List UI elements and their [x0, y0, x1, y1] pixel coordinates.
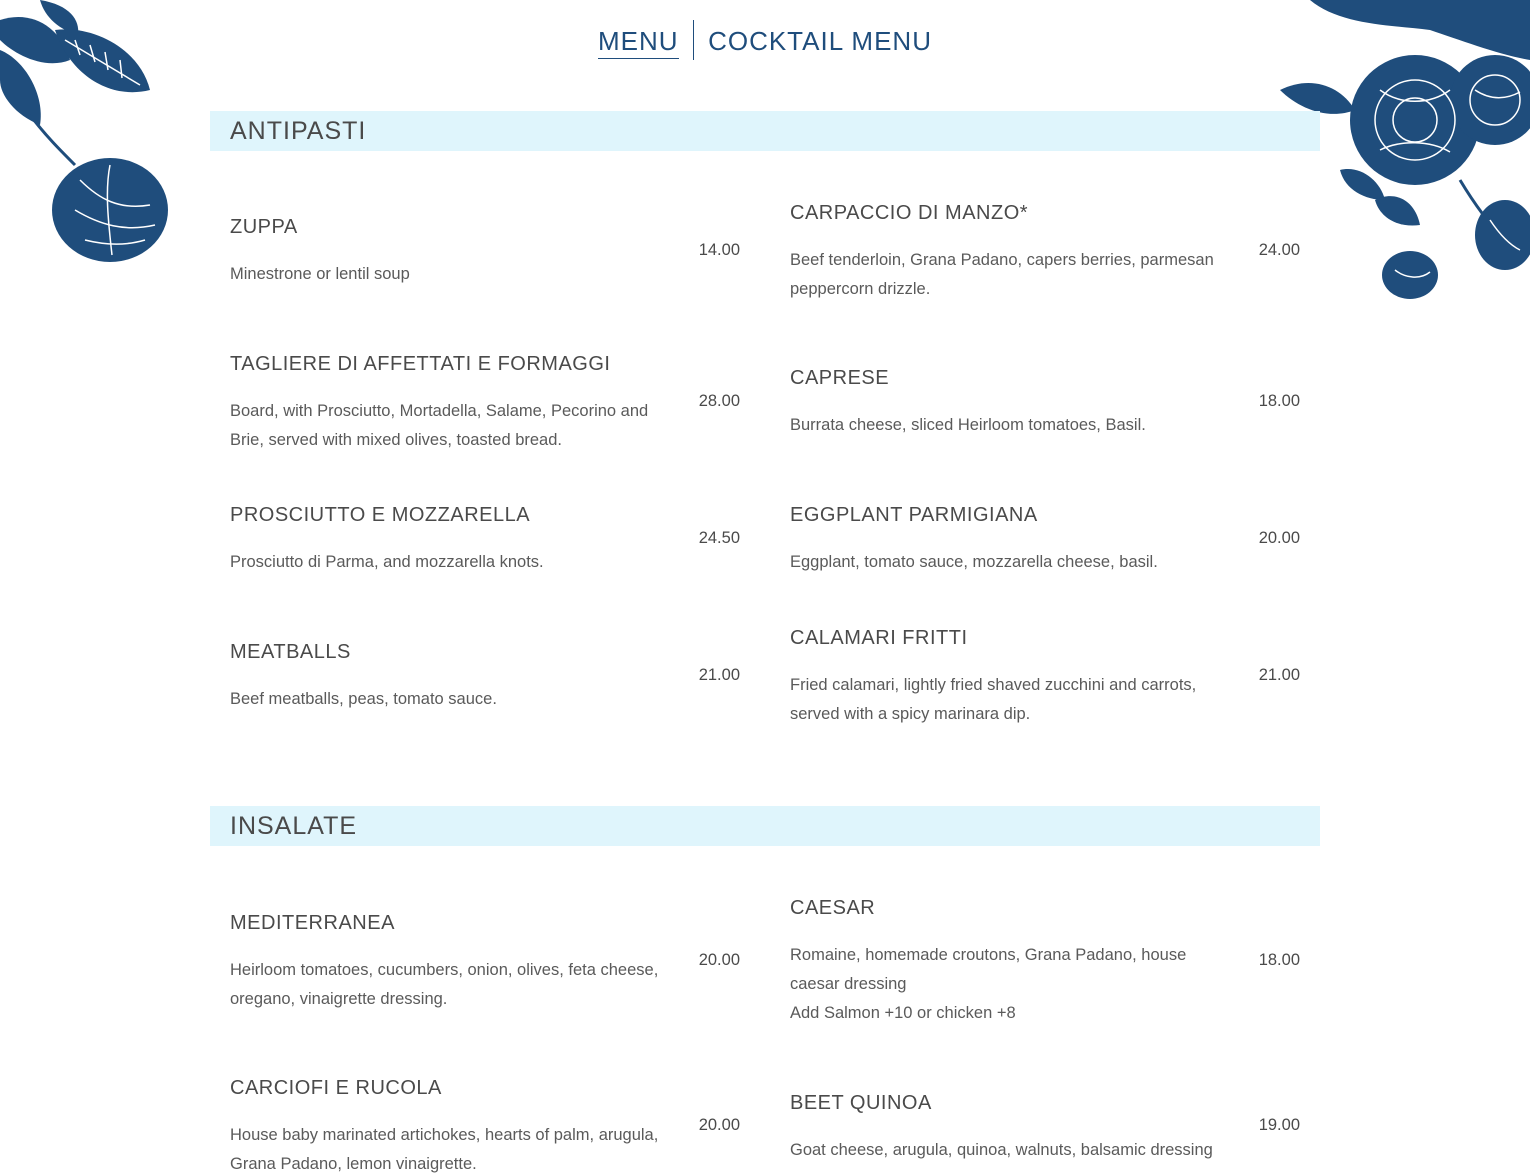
menu-item-prosciutto-e-mozzarella	[230, 502, 670, 577]
item-name: MEDITERRANEA	[230, 912, 395, 934]
item-name: CARCIOFI E RUCOLA	[230, 1077, 442, 1099]
item-name: CALAMARI FRITTI	[790, 627, 968, 649]
tab-menu[interactable]: MENU	[598, 22, 679, 59]
section-header-insalate	[210, 806, 1320, 846]
item-price: 24.50	[698, 529, 740, 547]
nav-divider	[693, 20, 695, 60]
item-description: Burrata cheese, sliced Heirloom tomatoes, Basil.	[790, 416, 1146, 434]
menu-item-carciofi-e-rucola	[230, 1075, 670, 1176]
item-price: 21.00	[1258, 666, 1300, 684]
menu-item-eggplant-parmigiana	[790, 502, 1230, 577]
item-name: PROSCIUTTO E MOZZARELLA	[230, 504, 531, 526]
item-name: CAESAR	[790, 897, 876, 919]
item-description-addon: Add Salmon +10 or chicken +8	[790, 1004, 1016, 1022]
item-description: Board, with Prosciutto, Mortadella, Salame, Pecorino and Brie, served with mixed olives, toasted bread.	[230, 402, 649, 449]
section-header-antipasti	[210, 111, 1320, 151]
menu-item-caprese	[790, 365, 1230, 440]
item-price: 20.00	[698, 1116, 740, 1134]
item-price: 14.00	[698, 241, 740, 259]
item-price: 24.00	[1258, 241, 1300, 259]
item-description: Fried calamari, lightly fried shaved zucchini and carrots, served with a spicy marinara dip.	[790, 676, 1197, 723]
item-price: 20.00	[698, 951, 740, 969]
item-price: 18.00	[1258, 951, 1300, 969]
item-description: Goat cheese, arugula, quinoa, walnuts, balsamic dressing	[790, 1141, 1213, 1159]
menu-item-zuppa	[230, 214, 670, 289]
item-description: Beef tenderloin, Grana Padano, capers berries, parmesan peppercorn drizzle.	[790, 251, 1214, 298]
item-price: 28.00	[698, 392, 740, 410]
item-name: TAGLIERE DI AFFETTATI E FORMAGGI	[230, 353, 611, 375]
item-name: CARPACCIO DI MANZO*	[790, 202, 1029, 224]
item-name: EGGPLANT PARMIGIANA	[790, 504, 1038, 526]
item-name: MEATBALLS	[230, 641, 351, 663]
item-description: Heirloom tomatoes, cucumbers, onion, olives, feta cheese, oregano, vinaigrette dressing.	[230, 961, 659, 1008]
item-price: 18.00	[1258, 392, 1300, 410]
menu-item-tagliere	[230, 351, 670, 455]
item-price: 21.00	[698, 666, 740, 684]
menu-item-calamari-fritti	[790, 625, 1230, 729]
item-price: 19.00	[1258, 1116, 1300, 1134]
item-description: Prosciutto di Parma, and mozzarella knots.	[230, 553, 544, 571]
section-title: INSALATE	[230, 811, 358, 840]
menu-item-caesar	[790, 895, 1230, 1028]
menu-item-beet-quinoa	[790, 1090, 1230, 1165]
item-price: 20.00	[1258, 529, 1300, 547]
item-name: BEET QUINOA	[790, 1092, 932, 1114]
tab-cocktail-menu[interactable]: COCKTAIL MENU	[708, 26, 932, 56]
item-description: House baby marinated artichokes, hearts of palm, arugula, Grana Padano, lemon vinaigrette.	[230, 1126, 659, 1173]
menu-item-mediterranea	[230, 910, 670, 1014]
item-name: CAPRESE	[790, 367, 890, 389]
section-title: ANTIPASTI	[230, 116, 367, 145]
item-description: Romaine, homemade croutons, Grana Padano, house caesar dressing	[790, 946, 1187, 993]
item-name: ZUPPA	[230, 216, 298, 238]
item-description: Beef meatballs, peas, tomato sauce.	[230, 690, 497, 708]
menu-item-carpaccio-di-manzo	[790, 200, 1230, 304]
item-description: Eggplant, tomato sauce, mozzarella cheese, basil.	[790, 553, 1158, 571]
menu-nav	[0, 20, 1530, 60]
menu-item-meatballs	[230, 639, 670, 714]
item-description: Minestrone or lentil soup	[230, 265, 410, 283]
